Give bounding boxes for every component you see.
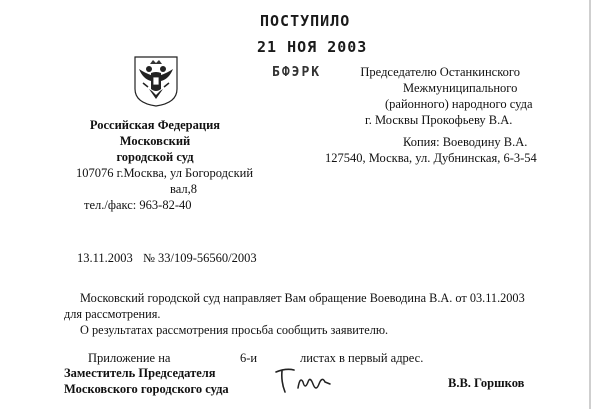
sender-line1: Российская Федерация <box>89 118 221 132</box>
body-paragraph1-line2: для рассмотрения. <box>64 307 161 321</box>
sender-address-line2: вал,8 <box>170 182 198 196</box>
attachment-count: 6-и <box>240 351 258 365</box>
recipient-line3: (районного) народного суда <box>385 97 533 111</box>
sender-line2: Московский <box>119 134 191 148</box>
signatory-name: В.В. Горшков <box>448 376 525 390</box>
outgoing-date: 13.11.2003 <box>77 251 133 265</box>
body-paragraph1-line1: Московский городской суд направляет Вам обращение Воеводина В.А. от 03.11.2003 <box>80 291 525 305</box>
copy-line1: Копия: Воеводину В.А. <box>403 135 528 149</box>
attachment-rest: листах в первый адрес. <box>300 351 424 365</box>
copy-line2: 127540, Москва, ул. Дубнинская, 6-3-54 <box>325 151 537 165</box>
signatory-title-line2: Московского городского суда <box>64 382 229 396</box>
stamp-received: ПОСТУПИЛО <box>260 12 351 30</box>
stamp-date: 21 НОЯ 2003 <box>257 38 368 56</box>
recipient-line2: Межмуниципального <box>403 81 518 95</box>
sender-phone: тел./факс: 963-82-40 <box>84 198 192 212</box>
recipient-line1: Председателю Останкинского <box>360 65 520 79</box>
stamp-code: БФЭРК <box>272 65 322 80</box>
signatory-title-line1: Заместитель Председателя <box>64 366 216 380</box>
sender-address-line1: 107076 г.Москва, ул Богородский <box>76 166 254 180</box>
sender-line3: городской суд <box>116 150 194 164</box>
handwritten-signature <box>272 362 334 402</box>
body-paragraph2: О результатах рассмотрения просьба сообщить заявителю. <box>80 323 389 337</box>
recipient-line4: г. Москвы Прокофьеву В.А. <box>365 113 513 127</box>
coat-of-arms-icon <box>133 55 179 107</box>
attachment-label: Приложение на <box>88 351 171 365</box>
outgoing-number: № 33/109-56560/2003 <box>143 251 257 265</box>
